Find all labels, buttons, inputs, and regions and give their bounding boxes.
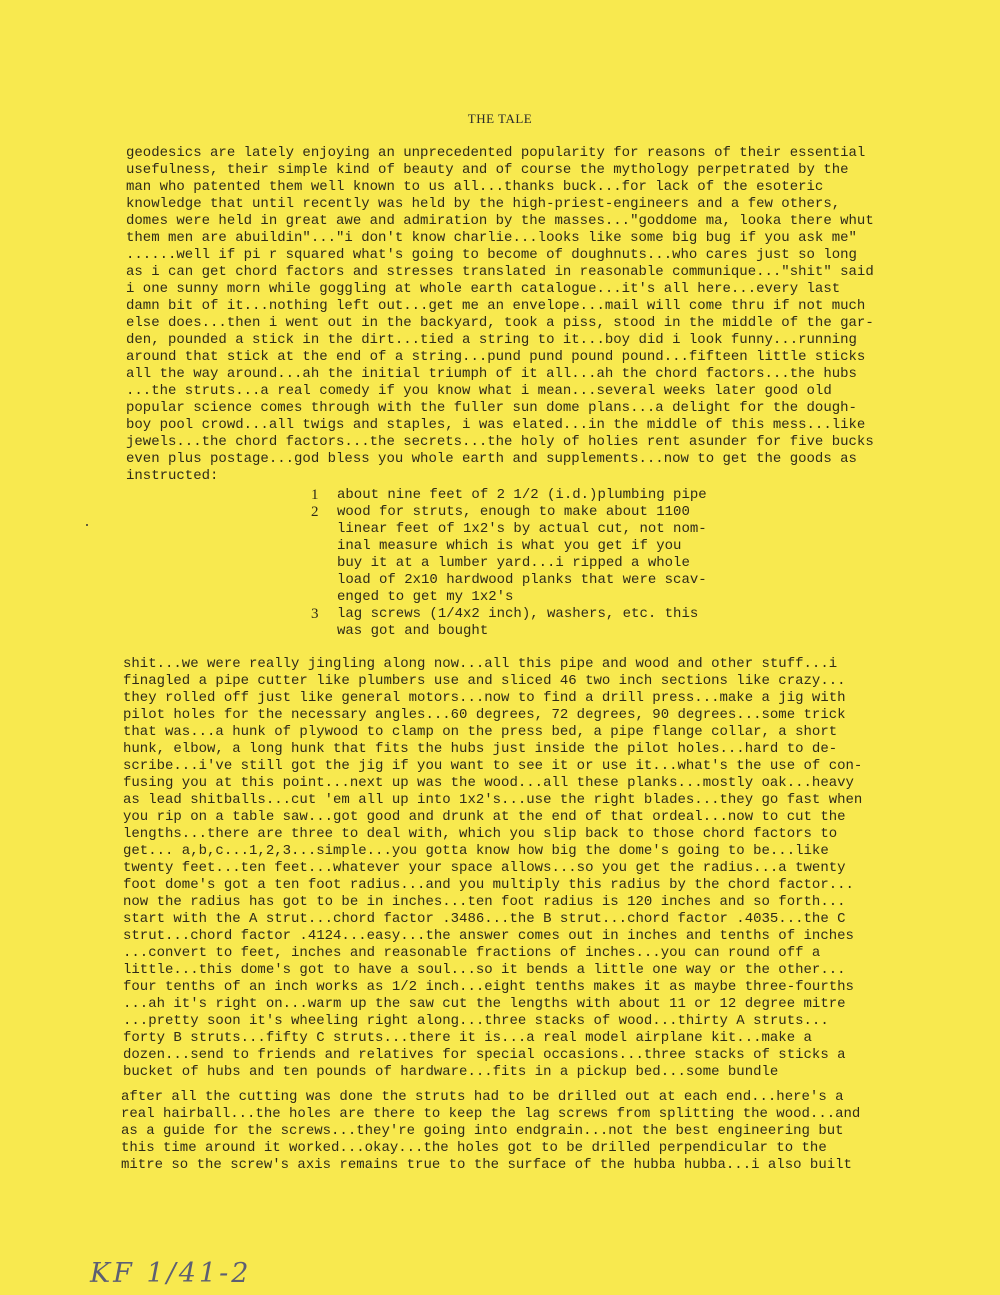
paragraph-intro: geodesics are lately enjoying an unprecedented popularity for reasons of their essential usefulness, their simple kind of beauty and of course the mythology perpetrated by the man who patented them well known to us all...thanks buck...for lack of the esoteric knowledge that until recently was held by the high-priest-engineers and a few others, domes were held in great awe and admiration by the masses..."goddome ma, looka there whut them men are abuildin"..."i don't know charlie...looks like some big bug if you ask me" ......well if pi r squared what's going to become of doughnuts...who cares just so long as i can get chord factors and stresses translated in reasonable communique..."shit" said i one sunny morn while goggling at whole earth catalogue...it's all here...every last damn bit of it...nothing left out...get me an envelope...mail will come thru if not much else does...then i went out in the backyard, took a piss, stood in the middle of the gar- den, pounded a stick in the dirt...tied a string to it...boy did i look funny...running around that stick at the end of a string...pund pund pound pound...fifteen little sticks all the way around...ah the initial triumph of it all...ah the chord factors...the hubs ...the struts...a real comedy if you know what i mean...several weeks later good old popular science comes through with the fuller sun dome plans...a delight for the dough- boy pool crowd...all twigs and staples, i was elated...in the middle of this mess...like jewels...the chord factors...the secrets...the holy of holies rent asunder for five bucks even plus postage...god bless you whole earth and supplements...now to get the goods as instructed:	[126, 145, 874, 484]
paper-speck	[86, 524, 88, 526]
page-title: THE TALE	[467, 111, 533, 126]
list-item	[311, 606, 707, 640]
paragraph-drilling: after all the cutting was done the struts had to be drilled out at each end...here's a real hairball...the holes are there to keep the lag screws from splitting the wood...and as a guide for the screws...they're going into endgrain...not the best engineering but this time around it worked...okay...the holes got to be drilled perpendicular to the mitre so the screw's axis remains true to the surface of the hubba hubba...i also built	[121, 1089, 861, 1173]
paragraph-construction: shit...we were really jingling along now...all this pipe and wood and other stuff...i finagled a pipe cutter like plumbers use and sliced 46 two inch sections like crazy... they rolled off just like general motors...now to find a drill press...make a jig with pilot holes for the necessary angles...60 degrees, 72 degrees, 90 degrees...some trick that was...a hunk of plywood to clamp on the press bed, a pipe flange collar, a short hunk, elbow, a long hunk that fits the hubs just inside the pilot holes...hard to de- scribe...i've still got the jig if you want to see it or use it...what's the use of con- fusing you at this point...next up was the wood...all these planks...mostly oak...heavy as lead shitballs...cut 'em all up into 1x2's...use the right blades...they go fast when you rip on a table saw...got good and drunk at the end of that ordeal...now to cut the lengths...there are three to deal with, which you slip back to those chord factors to get... a,b,c...1,2,3...simple...you gotta know how big the dome's going to be...like twenty feet...ten feet...whatever your space allows...so you get the radius...a twenty foot dome's got a ten foot radius...and you multiply this radius by the chord factor... now the radius has got to be in inches...ten foot radius is 120 inches and so forth... start with the A strut...chord factor .3486...the B strut...chord factor .4035...the C strut...chord factor .4124...easy...the answer comes out in inches and tenths of inches ...convert to feet, inches and reasonable fractions of inches...you can round off a little...this dome's got to have a soul...so it bends a little one way or the other... four tenths of an inch works as 1/2 inch...eight tenths makes it as maybe three-fourths ...ah it's right on...warm up the saw cut the lengths with about 11 or 12 degree mitre ...pretty soon it's wheeling right along...three stacks of wood...thirty A struts... forty B struts...fifty C struts...there it is...a real model airplane kit...make a dozen...send to friends and relatives for special occasions...three stacks of sticks a bucket of hubs and ten pounds of hardware...fits in a pickup bed...some bundle	[123, 656, 863, 1080]
list-item	[311, 487, 707, 504]
list-item-text: wood for struts, enough to make about 1100 linear feet of 1x2's by actual cut, not nom- inal measure which is what you get if you buy it at a lumber yard...i ripped a whole load of 2x10 hardwood planks that were scav- enged to get my 1x2's	[337, 504, 707, 605]
list-item-number: 2	[311, 504, 319, 520]
handwritten-archive-note: KF 1/41-2	[90, 1258, 252, 1289]
list-item-number: 1	[311, 487, 319, 503]
list-item-text: lag screws (1/4x2 inch), washers, etc. this was got and bought	[337, 606, 699, 639]
materials-list	[311, 487, 707, 640]
list-item-text: about nine feet of 2 1/2 (i.d.)plumbing pipe	[337, 487, 707, 503]
list-item-number: 3	[311, 606, 319, 622]
list-item	[311, 504, 707, 606]
